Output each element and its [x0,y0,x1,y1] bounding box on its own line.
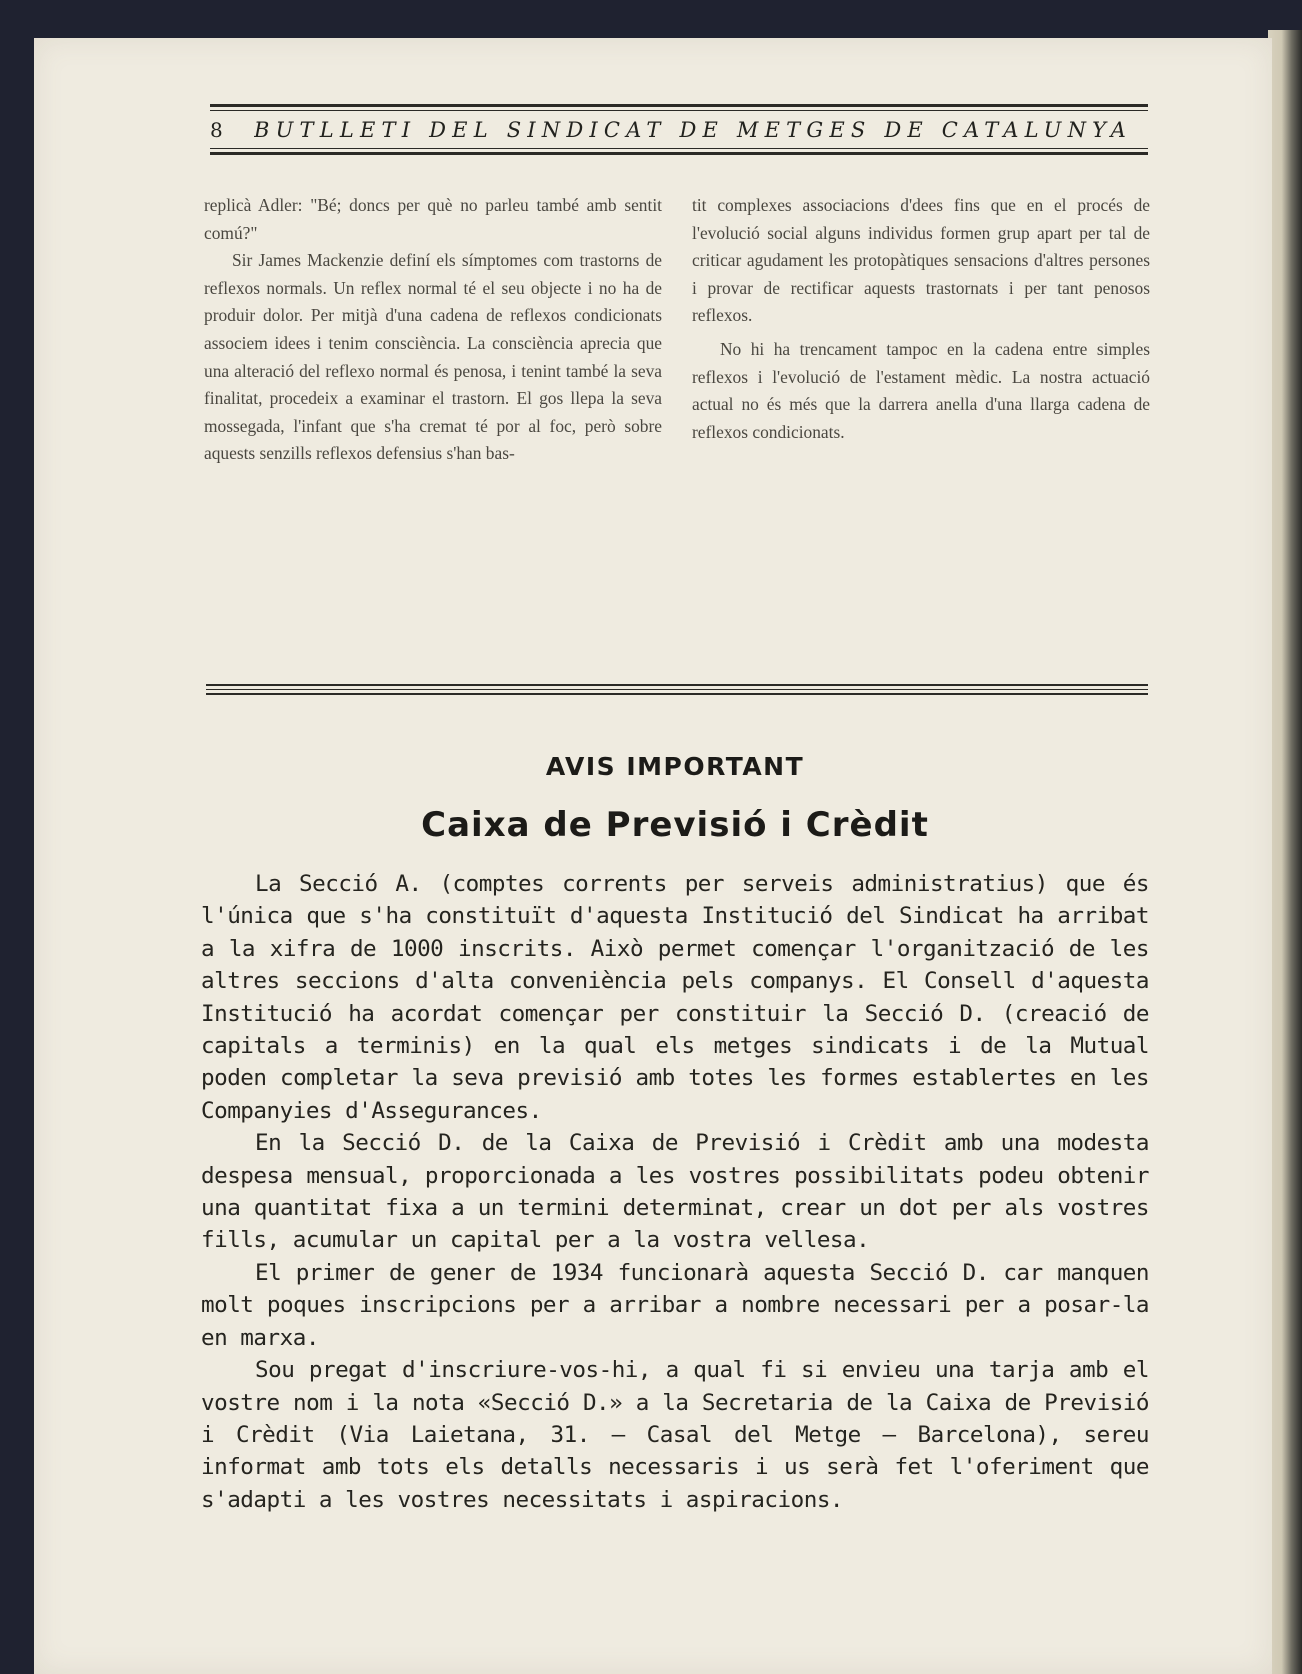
notice-paragraph: El primer de gener de 1934 funcionarà aquesta Secció D. car manquen molt poques inscripcions per a arribar a nombre necessari per a posar-la en marxa. [201,1259,1149,1351]
scan-edge [1268,30,1302,1674]
header-row [210,116,1148,144]
header-rule [210,110,1148,111]
header-rule [210,104,1148,107]
left-column [204,192,662,468]
right-column [692,192,1150,446]
running-title: BUTLLETI DEL SINDICAT DE METGES DE CATALUNYA [254,118,1132,142]
notice-title: Caixa de Previsió i Crèdit [421,805,929,845]
paragraph: No hi ha trencament tampoc en la cadena entre simples reflexos i l'evolució de l'estament mèdic. La nostra actuació actual no és més que la darrera anella d'una llarga cadena de reflexos condicionats. [692,338,1150,442]
header-rule [210,148,1148,149]
notice-paragraph: Sou pregat d'inscriure-vos-hi, a qual fi si envieu una tarja amb el vostre nom i la nota «Secció D.» a la Secretaria de la Caixa de Previsió i Crèdit (Via Laietana, 31. — Casal del Metge — Barcelona), sereu informat amb tots els detalls necessaris i us serà fet l'oferiment que s'adapti a les vostres necessitats i aspiracions. [201,1357,1149,1513]
paragraph: replicà Adler: "Bé; doncs per què no parleu també amb sentit comú?" [204,195,662,243]
notice-label: AVIS IMPORTANT [545,752,805,781]
header-rule [210,152,1148,155]
notice-paragraph: La Secció A. (comptes corrents per serveis administratius) que és l'única que s'ha constituït d'aquesta Institució del Sindicat ha arribat a la xifra de 1000 inscrits. Això permet començar l'organització de les altres seccions d'alta conveniència pels companys. El Consell d'aquesta Institució ha acordat començar per constituir la Secció D. (creació de capitals a terminis) en la qual els metges sindicats i de la Mutual poden completar la seva previsió amb totes les formes establertes en les Companyies d'Assegurances. [201,871,1149,1124]
page-number: 8 [210,118,223,142]
paragraph: tit complexes associacions d'dees fins que en el procés de l'evolució social alguns individus formen grup apart per tal de criticar agudament les protopàtiques sensacions d'altres persones i provar de rectificar aquests trastornats i per tant penosos reflexos. [692,195,1150,326]
notice-body [201,868,1149,1516]
notice-paragraph: En la Secció D. de la Caixa de Previsió i Crèdit amb una modesta despesa mensual, proporcionada a les vostres possibilitats podeu obtenir una quantitat fixa a un termini determinat, crear un dot per als vostres fills, acumular un capital per a la vostra vellesa. [201,1130,1149,1254]
section-divider [206,684,1148,694]
paragraph: Sir James Mackenzie definí els símptomes com trastorns de reflexos normals. Un reflex normal té el seu objecte i no ha de produir dolor. Per mitjà d'una cadena de reflexos condicionats associem idees i tenim consciència. La consciència aprecia que una alteració del reflexo normal és penosa, i tenint també la seva finalitat, procedeix a examinar el trastorn. El gos llepa la seva mossegada, l'infant que s'ha cremat té por al foc, però sobre aquests senzills reflexos defensius s'han bas- [204,250,662,464]
article-columns [204,192,1150,502]
running-header [210,104,1148,160]
